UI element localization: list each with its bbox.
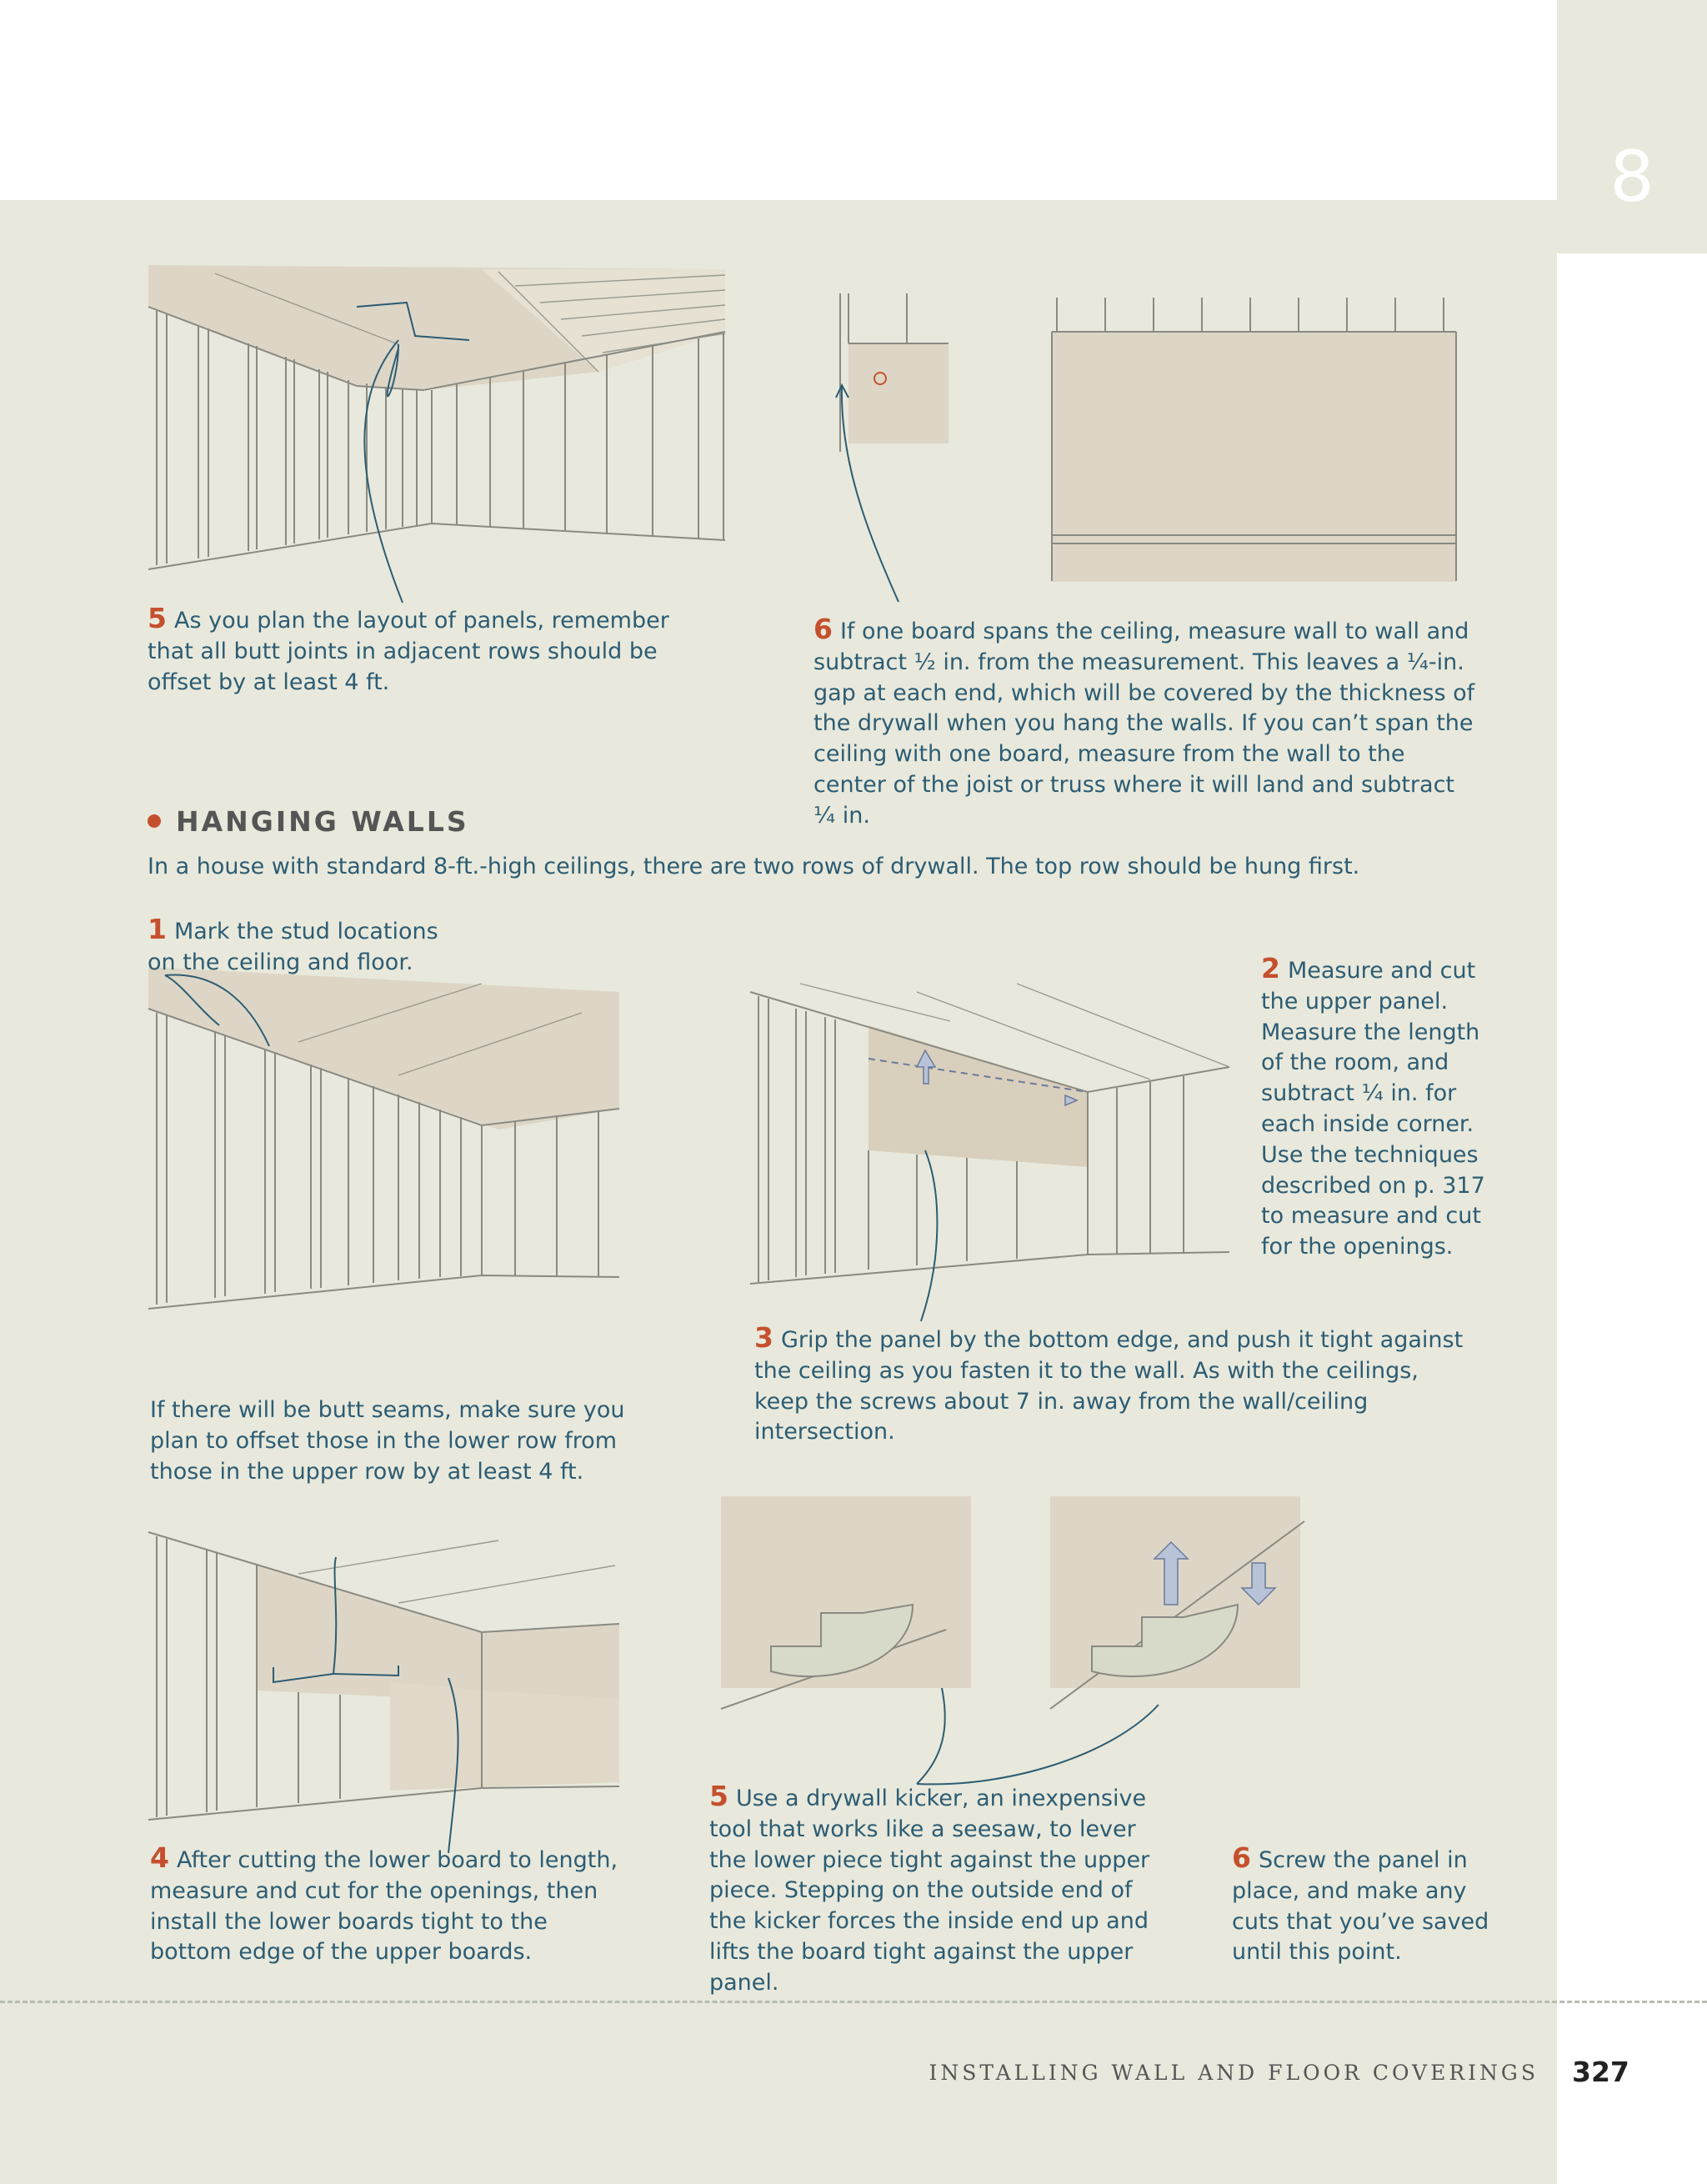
caption-walls-step-1 xyxy=(148,914,448,979)
stud-marking-illustration xyxy=(148,967,623,1317)
drywall-kicker-illustration xyxy=(721,1496,1304,1821)
caption-walls-step-3 xyxy=(754,1323,1471,1448)
step-text: Screw the panel in place, and make any cuts that you’ve saved until this point. xyxy=(1232,1847,1489,1966)
step-text: If one board spans the ceiling, measure wall to wall and subtract ½ in. from the measurement. This leaves a ¼-in. gap at each end, which will be covered by the thickness of the drywall when you hang the walls. If you can’t span the ceiling with one board, measure from the wall to the center of the joist or truss where it will land and subtract ¼ in. xyxy=(813,619,1475,829)
ceiling-gap-detail-illustration xyxy=(815,293,957,602)
step-number: 3 xyxy=(754,1321,773,1354)
step-text: Mark the stud locations on the ceiling and floor. xyxy=(148,919,438,975)
bullet-icon xyxy=(148,814,161,828)
caption-walls-step-4 xyxy=(150,1843,633,1968)
section-intro: In a house with standard 8-ft.-high ceilings, there are two rows of drywall. The top row should be hung first. xyxy=(148,854,1360,879)
section-heading: HANGING WALLS xyxy=(148,805,469,838)
step-text: Use a drywall kicker, an inexpensive tool that works like a seesaw, to lever the lower piece tight against the upper piece. Stepping on the outside end of the kicker forces the inside end up and lifts the board tight against the upper panel. xyxy=(709,1786,1150,1996)
step-text: Measure and cut the upper panel. Measure the length of the room, and subtract ¼ in. for each inside corner. Use the techniques described on p. 317 to measure and cut for the openings. xyxy=(1261,958,1485,1260)
step-number: 4 xyxy=(150,1841,169,1874)
step-text: Grip the panel by the bottom edge, and push it tight against the ceiling as you fasten it to the wall. As with the ceilings, keep the screws about 7 in. away from the wall/ceiling intersection. xyxy=(754,1327,1464,1445)
caption-butt-seams-note xyxy=(150,1395,625,1487)
step-number: 5 xyxy=(148,602,167,634)
note-text: If there will be butt seams, make sure you plan to offset those in the lower row from those in the upper row by at least 4 ft. xyxy=(150,1397,625,1485)
step-text: As you plan the layout of panels, remember that all butt joints in adjacent rows should be offset by at least 4 ft. xyxy=(148,608,669,695)
step-text: After cutting the lower board to length, measure and cut for the openings, then install the lower boards tight to the bottom edge of the upper boards. xyxy=(150,1847,618,1966)
step-number: 5 xyxy=(709,1780,728,1812)
caption-step-5-top xyxy=(148,604,698,698)
lower-board-illustration xyxy=(148,1524,623,1824)
step-number: 6 xyxy=(813,613,833,645)
step-number: 6 xyxy=(1232,1841,1251,1874)
step-number: 1 xyxy=(148,913,167,945)
ceiling-board-illustration xyxy=(1032,293,1478,581)
caption-walls-step-2 xyxy=(1261,954,1503,1263)
chapter-number: 8 xyxy=(1609,136,1654,218)
ceiling-layout-illustration xyxy=(148,265,728,574)
upper-panel-illustration xyxy=(750,984,1229,1317)
footer-divider xyxy=(0,2001,1707,2003)
caption-step-6-top xyxy=(813,614,1480,832)
page-number: 327 xyxy=(1572,2056,1629,2088)
step-number: 2 xyxy=(1261,952,1280,984)
running-title: INSTALLING WALL AND FLOOR COVERINGS xyxy=(929,2061,1539,2085)
caption-walls-step-5 xyxy=(709,1781,1176,1999)
caption-walls-step-6 xyxy=(1232,1843,1499,1968)
